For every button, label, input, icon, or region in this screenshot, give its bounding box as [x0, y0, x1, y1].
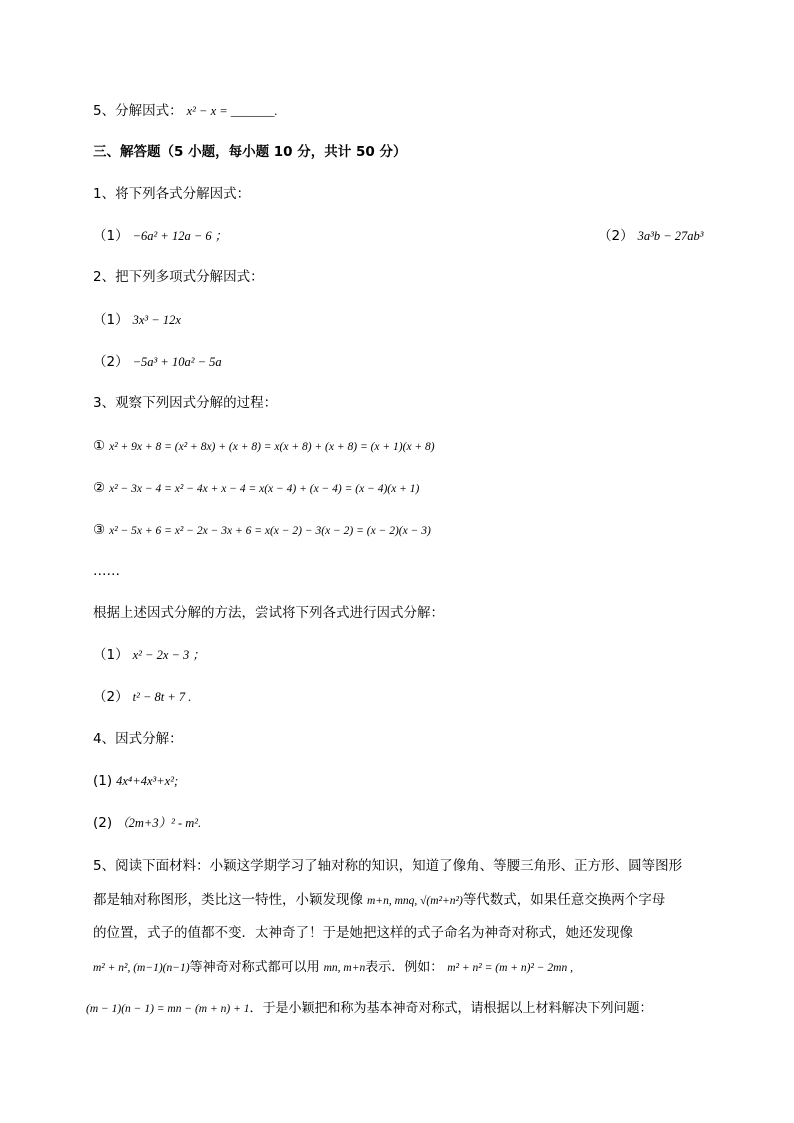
math-expression: 4x⁴+4x³+x²; [116, 774, 179, 788]
problem-5-line-2 [93, 891, 665, 910]
section-heading: 三、解答题（5 小题，每小题 10 分，共计 50 分） [93, 144, 407, 160]
circled-number: ③ [93, 522, 106, 538]
ellipsis: …… [93, 563, 120, 579]
part-label: (2) [93, 815, 113, 831]
math-expression: x² − 3x − 4 = x² − 4x + x − 4 = x(x − 4) + (x − 4) = (x − 4)(x + 1) [109, 483, 420, 495]
problem-3-instruction: 根据上述因式分解的方法，尝试将下列各式进行因式分解： [93, 605, 444, 621]
equation-1 [93, 437, 435, 456]
math-expression: x² + 9x + 8 = (x² + 8x) + (x + 8) = x(x + 8) + (x + 8) = (x + 1)(x + 8) [109, 441, 435, 453]
part-label: （1） [93, 312, 129, 328]
part-label: （2） [93, 354, 129, 370]
problem-2-part-1 [93, 311, 181, 329]
math-expression: t² − 8t + 7 . [132, 690, 192, 704]
problem-3-part-2 [93, 688, 191, 706]
circled-number: ① [93, 438, 106, 454]
math-expression: x² − 5x + 6 = x² − 2x − 3x + 6 = x(x − 2) − 3(x − 2) = (x − 2)(x − 3) [109, 525, 431, 537]
math-expression: m² + n² = (m + n)² − 2mn , [447, 962, 573, 974]
problem-3-part-1 [93, 646, 205, 664]
text-segment: 都是轴对称图形，类比这一特性，小颖发现像 [93, 892, 363, 908]
part-label: (1) [93, 773, 113, 789]
math-expression: 3x³ − 12x [132, 313, 181, 327]
problem-1-title: 1、将下列各式分解因式： [93, 186, 251, 202]
equation-2 [93, 479, 419, 498]
part-label: （2） [93, 689, 129, 705]
math-expression: mn, m+n [323, 962, 366, 974]
part-label: （2） [598, 228, 634, 244]
problem-2-part-2 [93, 353, 222, 371]
problem-5-line-4 [93, 959, 573, 977]
part-label: （1） [93, 228, 129, 244]
equation-3 [93, 521, 431, 540]
math-expression: x² − x = _______. [186, 104, 278, 118]
part-label: （1） [93, 647, 129, 663]
circled-number: ② [93, 480, 106, 496]
problem-1-parts [93, 227, 713, 245]
problem-5-line-1: 5、阅读下面材料：小颖这学期学习了轴对称的知识，知道了像角、等腰三角形、正方形、圆等图形 [93, 858, 683, 874]
problem-4-part-1 [93, 772, 178, 790]
math-expression: x² − 2x − 3 ； [132, 648, 205, 662]
math-expression: 3a³b − 27ab³ [637, 229, 704, 243]
math-expression: −6a² + 12a − 6 ； [132, 229, 228, 243]
problem-2-title: 2、把下列多项式分解因式： [93, 269, 264, 285]
math-expression: （2m+3）² - m². [116, 816, 202, 830]
question-label: 5、分解因式： [93, 103, 183, 119]
problem-3-title: 3、观察下列因式分解的过程： [93, 395, 278, 411]
fill-question-5 [93, 102, 278, 120]
math-expression: (m − 1)(n − 1) = mn − (m + n) + 1 [86, 1003, 250, 1015]
text-segment: 等代数式，如果任意交换两个字母 [462, 892, 666, 908]
text-segment: ．于是小颖把和称为基本神奇对称式，请根据以上材料解决下列问题： [249, 1001, 653, 1016]
math-expression: −5a³ + 10a² − 5a [132, 355, 222, 369]
problem-4-title: 4、因式分解： [93, 731, 183, 747]
problem-5-line-3: 的位置，式子的值都不变．太神奇了！于是她把这样的式子命名为神奇对称式，她还发现像 [93, 925, 633, 941]
problem-4-part-2 [93, 814, 201, 832]
text-segment: 等神奇对称式都可以用 [189, 960, 320, 975]
text-segment: 表示．例如： [365, 960, 444, 975]
problem-5-line-5 [86, 1000, 652, 1018]
math-expression: m+n, mnq, √(m²+n²) [367, 895, 463, 907]
math-expression: m² + n², (m−1)(n−1) [93, 962, 190, 974]
